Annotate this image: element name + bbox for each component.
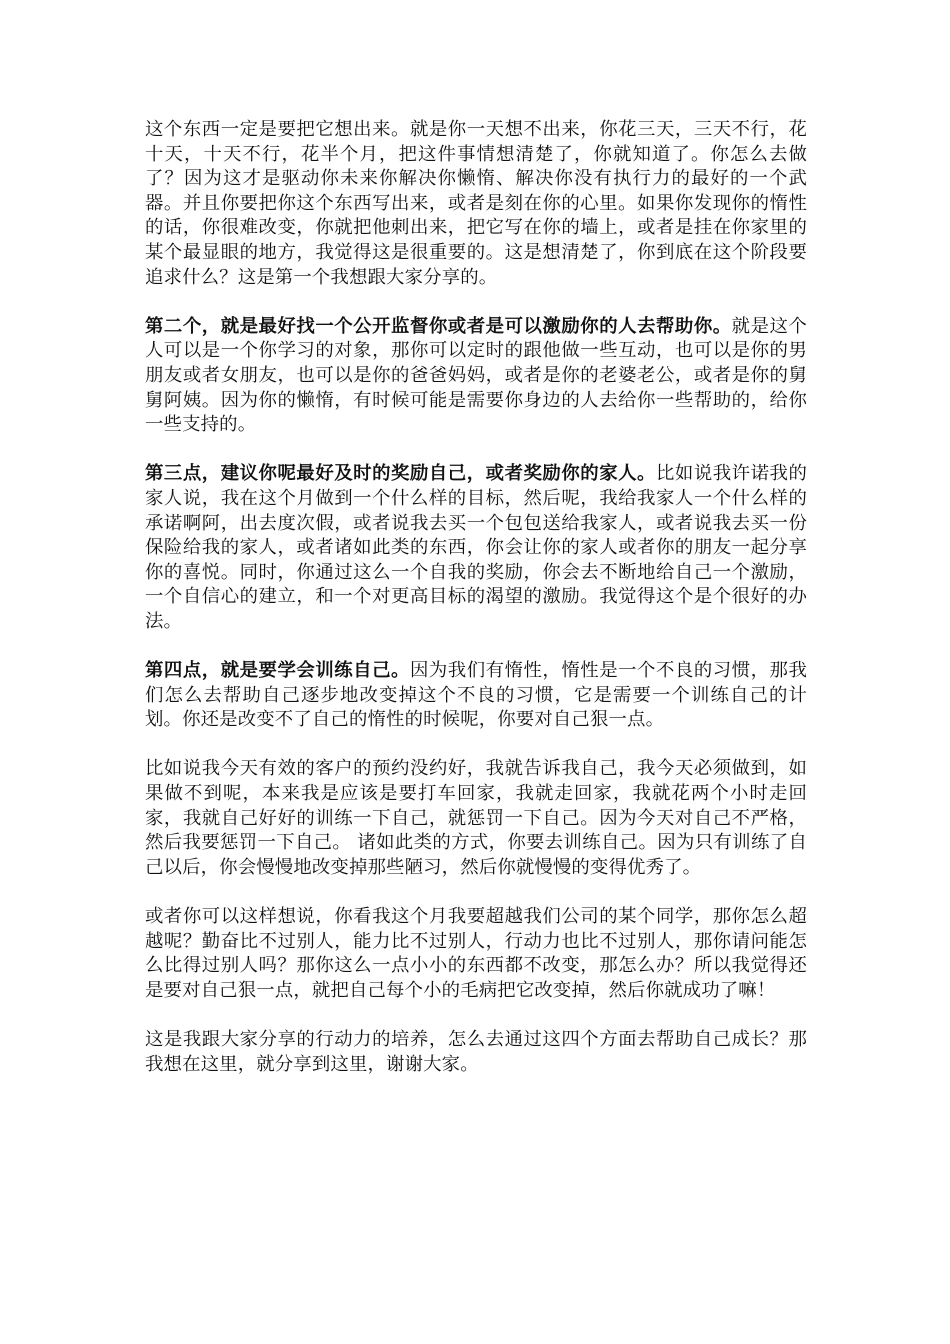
paragraph-4 bbox=[145, 659, 807, 733]
paragraph-2 bbox=[145, 315, 807, 438]
paragraph-4-text: 因为我们有惰性，惰性是一个不良的习惯，那我们怎么去帮助自己逐步地改变掉这个不良的习惯，它是需要一个训练自己的计划。你还是改变不了自己的惰性的时候呢，你要对自己狠一点。 bbox=[145, 660, 807, 731]
paragraph-5 bbox=[145, 757, 807, 880]
paragraph-3 bbox=[145, 462, 807, 634]
paragraph-7-text: 这是我跟大家分享的行动力的培养，怎么去通过这四个方面去帮助自己成长？那我想在这里，就分享到这里，谢谢大家。 bbox=[145, 1028, 807, 1075]
paragraph-5-text: 比如说我今天有效的客户的预约没约好，我就告诉我自己，我今天必须做到，如果做不到呢，本来我是应该是要打车回家，我就走回家，我就花两个小时走回家，我就自己好好的训练一下自己，就惩罚一下自己。因为今天对自己不严格，然后我要惩罚一下自己。 诸如此类的方式，你要去训练自己。因为只有训练了自己以后，你会慢慢地改变掉那些陋习，然后你就慢慢的变得优秀了。 bbox=[145, 758, 807, 878]
document-body bbox=[145, 118, 807, 1077]
paragraph-1 bbox=[145, 118, 807, 290]
paragraph-6-text: 或者你可以这样想说，你看我这个月我要超越我们公司的某个同学，那你怎么超越呢？勤奋比不过别人，能力比不过别人，行动力也比不过别人，那你请问能怎么比得过别人吗？那你这么一点小小的东西都不改变，那怎么办？所以我觉得还是要对自己狠一点，就把自己每个小的毛病把它改变掉，然后你就成功了嘛！ bbox=[145, 906, 807, 1001]
paragraph-3-lead: 第三点，建议你呢最好及时的奖励自己，或者奖励你的家人。 bbox=[145, 463, 656, 485]
paragraph-6 bbox=[145, 905, 807, 1003]
paragraph-2-lead: 第二个，就是最好找一个公开监督你或者是可以激励你的人去帮助你。 bbox=[145, 315, 732, 337]
paragraph-1-text: 这个东西一定是要把它想出来。就是你一天想不出来，你花三天，三天不行，花十天，十天不行，花半个月，把这件事情想清楚了，你就知道了。你怎么去做了？因为这才是驱动你未来你解决你懒惰、解决你没有执行力的最好的一个武器。并且你要把你这个东西写出来，或者是刻在你的心里。如果你发现你的惰性的话，你很难改变，你就把他刺出来，把它写在你的墙上，或者是挂在你家里的某个最显眼的地方，我觉得这是很重要的。这是想清楚了，你到底在这个阶段要追求什么？这是第一个我想跟大家分享的。 bbox=[145, 119, 807, 288]
paragraph-7 bbox=[145, 1028, 807, 1077]
paragraph-2-text: 就是这个人可以是一个你学习的对象，那你可以定时的跟他做一些互动，也可以是你的男朋友或者女朋友，也可以是你的爸爸妈妈，或者是你的老婆老公，或者是你的舅舅阿姨。因为你的懒惰，有时候可能是需要你身边的人去给你一些帮助的，给你一些支持的。 bbox=[145, 315, 807, 436]
paragraph-4-lead: 第四点，就是要学会训练自己。 bbox=[145, 660, 410, 682]
paragraph-3-text: 比如说我许诺我的家人说，我在这个月做到一个什么样的目标，然后呢，我给我家人一个什么样的承诺啊阿，出去度次假，或者说我去买一个包包送给我家人，或者说我去买一份保险给我的家人，或者诸如此类的东西，你会让你的家人或者你的朋友一起分享你的喜悦。同时，你通过这么一个自我的奖励，你会去不断地给自己一个激励，一个自信心的建立，和一个对更高目标的渴望的激励。我觉得这个是个很好的办法。 bbox=[145, 463, 807, 632]
